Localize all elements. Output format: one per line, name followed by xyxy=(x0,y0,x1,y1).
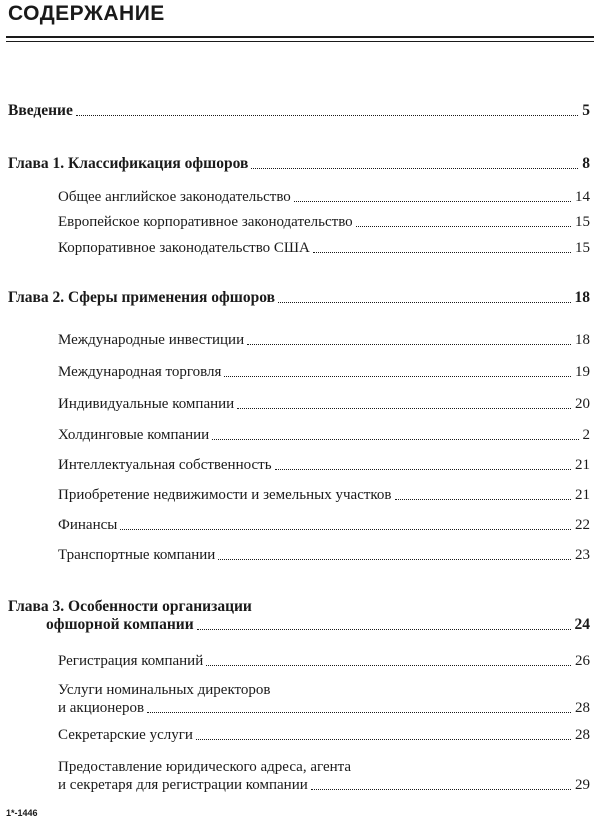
toc-entry-label: Глава 1. Классификация офшоров xyxy=(8,155,249,172)
dot-leader xyxy=(196,739,571,740)
print-signature-code: 1*-1446 xyxy=(6,808,38,818)
dot-leader xyxy=(237,408,571,409)
toc-page-number: 21 xyxy=(575,457,590,473)
toc-page-number: 18 xyxy=(574,289,590,306)
toc-entry-label-line2: и акционеров xyxy=(58,700,145,716)
toc-page-number: 14 xyxy=(575,189,590,205)
toc-entry-legal-address[interactable] xyxy=(58,758,590,794)
toc-entry-individual-companies[interactable] xyxy=(58,395,590,413)
toc-entry-chapter-2[interactable] xyxy=(8,289,590,307)
toc-entry-european-law[interactable] xyxy=(58,213,590,231)
toc-page-number: 28 xyxy=(575,700,590,716)
toc-entry-label: Финансы xyxy=(58,517,118,533)
toc-entry-label-line2: офшорной компании xyxy=(46,616,194,633)
toc-page-number: 29 xyxy=(575,777,590,793)
dot-leader xyxy=(147,712,571,713)
toc-page-number: 18 xyxy=(575,332,590,348)
toc-page-number: 8 xyxy=(582,155,590,172)
dot-leader xyxy=(275,469,571,470)
toc-entry-holding-companies[interactable] xyxy=(58,426,590,444)
toc-page-number: 22 xyxy=(575,517,590,533)
toc-entry-label: Регистрация компаний xyxy=(58,653,204,669)
toc-entry-label: Секретарские услуги xyxy=(58,727,193,743)
toc-page-number: 2 xyxy=(582,427,590,443)
dot-leader xyxy=(313,252,571,253)
toc-entry-label: Введение xyxy=(8,102,73,119)
toc-entry-nominee-directors[interactable] xyxy=(58,681,590,717)
toc-entry-label: Интеллектуальная собственность xyxy=(58,457,272,473)
toc-page-number: 24 xyxy=(574,616,590,633)
toc-entry-chapter-3[interactable] xyxy=(8,598,590,634)
toc-entry-label: Международные инвестиции xyxy=(58,332,245,348)
toc-entry-international-investment[interactable] xyxy=(58,331,590,349)
dot-leader xyxy=(247,344,571,345)
dot-leader xyxy=(294,201,571,202)
toc-entry-international-trade[interactable] xyxy=(58,363,590,381)
dot-leader xyxy=(356,226,571,227)
dot-leader xyxy=(76,115,578,116)
toc-page-number: 5 xyxy=(582,102,590,119)
dot-leader xyxy=(212,439,578,440)
toc-entry-label: Международная торговля xyxy=(58,364,222,380)
toc-entry-label-line1: Предоставление юридического адреса, агента xyxy=(58,759,352,775)
title-rule xyxy=(6,36,594,38)
toc-page-number: 28 xyxy=(575,727,590,743)
page-title: СОДЕРЖАНИЕ xyxy=(8,2,165,25)
dot-leader xyxy=(251,168,578,169)
dot-leader xyxy=(120,529,571,530)
toc-page-number: 19 xyxy=(575,364,590,380)
dot-leader xyxy=(395,499,571,500)
dot-leader xyxy=(278,302,571,303)
toc-entry-label-line1: Услуги номинальных директоров xyxy=(58,682,271,698)
toc-entry-label: Холдинговые компании xyxy=(58,427,210,443)
toc-entry-label-line1: Глава 3. Особенности организации xyxy=(8,598,252,615)
toc-entry-real-estate[interactable] xyxy=(58,486,590,504)
dot-leader xyxy=(311,789,571,790)
toc-entry-label: Европейское корпоративное законодательство xyxy=(58,214,353,230)
toc-entry-label: Транспортные компании xyxy=(58,547,216,563)
toc-entry-english-law[interactable] xyxy=(58,188,590,206)
toc-page-number: 21 xyxy=(575,487,590,503)
toc-page-number: 23 xyxy=(575,547,590,563)
toc-entry-label: Индивидуальные компании xyxy=(58,396,235,412)
toc-entry-label: Корпоративное законодательство США xyxy=(58,240,310,256)
toc-entry-label: Общее английское законодательство xyxy=(58,189,291,205)
toc-page-number: 20 xyxy=(575,396,590,412)
toc-entry-transport-companies[interactable] xyxy=(58,546,590,564)
toc-page-number: 15 xyxy=(575,240,590,256)
dot-leader xyxy=(218,559,571,560)
dot-leader xyxy=(206,665,571,666)
toc-entry-secretarial-services[interactable] xyxy=(58,726,590,744)
toc-entry-chapter-1[interactable] xyxy=(8,155,590,173)
toc-entry-label-line2: и секретаря для регистрации компании xyxy=(58,777,308,793)
toc-entry-introduction[interactable] xyxy=(8,102,590,120)
toc-page-number: 15 xyxy=(575,214,590,230)
toc-page-number: 26 xyxy=(575,653,590,669)
toc-entry-us-law[interactable] xyxy=(58,239,590,257)
toc-entry-intellectual-property[interactable] xyxy=(58,456,590,474)
dot-leader xyxy=(224,376,571,377)
toc-entry-label: Глава 2. Сферы применения офшоров xyxy=(8,289,275,306)
toc-entry-label: Приобретение недвижимости и земельных участков xyxy=(58,487,392,503)
title-rule-secondary xyxy=(6,41,594,42)
toc-entry-finance[interactable] xyxy=(58,516,590,534)
dot-leader xyxy=(197,629,571,630)
toc-entry-company-registration[interactable] xyxy=(58,652,590,670)
